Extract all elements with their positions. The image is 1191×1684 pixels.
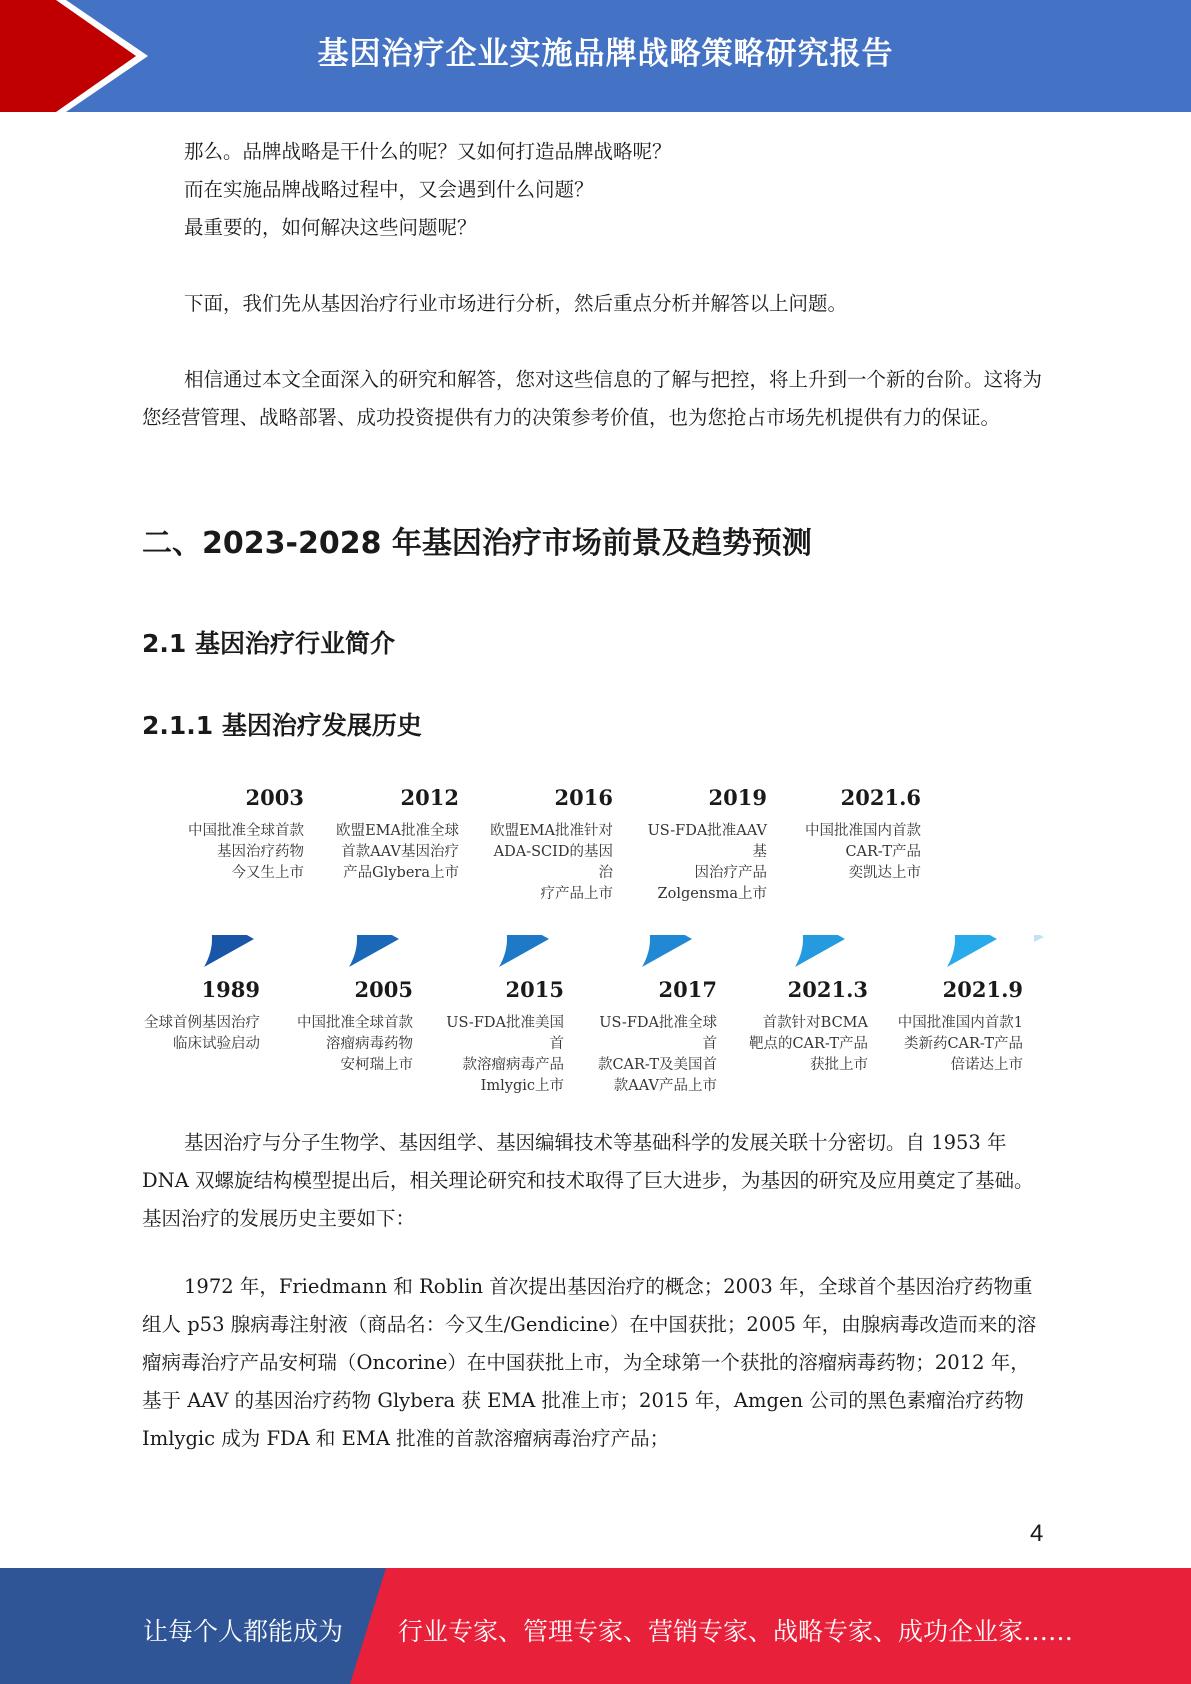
- timeline-desc-line: 疗产品上市: [540, 886, 613, 902]
- timeline-desc-line: 临床试验启动: [173, 1036, 260, 1052]
- timeline-desc-line: US-FDA批准AAV基: [647, 823, 767, 860]
- timeline-desc-line: 中国批准国内首款1: [897, 1015, 1023, 1031]
- body-paragraph: 基因治疗与分子生物学、基因组学、基因编辑技术等基础科学的发展关联十分密切。自 1953 年 DNA 双螺旋结构模型提出后，相关理论研究和技术取得了巨大进步，为基因的研究及应用奠定了基础。基因治疗的发展历史主要如下：: [142, 1131, 1034, 1230]
- timeline-desc-line: 今又生上市: [231, 865, 304, 881]
- intro-question-1: 那么。品牌战略是干什么的呢？又如何打造品牌战略呢？: [184, 140, 672, 163]
- timeline-desc-line: CAR-T产品: [845, 844, 921, 860]
- document-title: 基因治疗企业实施品牌战略策略研究报告: [317, 36, 894, 72]
- timeline-desc-line: 中国批准国内首款: [805, 823, 921, 839]
- intro-question-2: 而在实施品牌战略过程中，又会遇到什么问题？: [184, 178, 594, 201]
- timeline-year: 2003: [245, 785, 304, 810]
- timeline-year: 2019: [708, 785, 767, 810]
- timeline-desc-line: 基因治疗药物: [217, 844, 304, 860]
- chevron-arrow-icon: [349, 935, 399, 967]
- timeline-event: [130, 977, 260, 1055]
- timeline-desc-line: 溶瘤病毒药物: [326, 1036, 413, 1052]
- chevron-arrow-icon: [947, 935, 997, 967]
- timeline-event: [893, 977, 1023, 1076]
- timeline-desc-line: 款AAV产品上市: [613, 1078, 717, 1094]
- timeline-event: [434, 977, 564, 1097]
- timeline-desc-line: 奕凯达上市: [848, 865, 921, 881]
- timeline-year: 2021.6: [840, 785, 921, 810]
- timeline-desc-line: 款CAR-T及美国首: [597, 1057, 717, 1073]
- timeline-desc-line: Zolgensma上市: [657, 886, 767, 902]
- timeline-desc-line: 因治疗产品: [694, 865, 767, 881]
- timeline-desc-line: 产品Glybera上市: [343, 865, 459, 881]
- section-heading: 二、2023-2028 年基因治疗市场前景及趋势预测: [142, 526, 812, 561]
- subsubsection-heading: 2.1.1 基因治疗发展历史: [142, 711, 422, 740]
- timeline-desc-line: US-FDA批准全球首: [599, 1015, 717, 1052]
- timeline-year: 2021.9: [942, 977, 1023, 1002]
- timeline-year: 2015: [505, 977, 564, 1002]
- timeline-desc-line: 欧盟EMA批准针对: [490, 823, 613, 839]
- timeline-year: 1989: [201, 977, 260, 1002]
- footer-slogan-right: 行业专家、管理专家、营销专家、战略专家、成功企业家……: [398, 1617, 1074, 1646]
- timeline-desc-line: 安柯瑞上市: [340, 1057, 413, 1073]
- timeline-desc-line: 首款针对BCMA: [762, 1015, 868, 1031]
- chevron-arrow-icon: [642, 935, 692, 967]
- chevron-arrow-icon: [204, 935, 254, 967]
- timeline-event: [738, 977, 868, 1076]
- timeline-year: 2016: [554, 785, 613, 810]
- timeline-desc-line: 中国批准全球首款: [188, 823, 304, 839]
- timeline-event: [283, 977, 413, 1076]
- body-paragraph: 1972 年，Friedmann 和 Roblin 首次提出基因治疗的概念；2003 年，全球首个基因治疗药物重组人 p53 腺病毒注射液（商品名：今又生/Gendicine）在中国获批；2005 年，由腺病毒改造而来的溶瘤病毒治疗产品安柯瑞（Oncorine）在中国获批上市，为全球第一个获批的溶瘤病毒药物；2012 年，基于 AAV 的基因治疗药物 Glybera 获 EMA 批准上市；2015 年，Amgen 公司的黑色素瘤治疗药物 Imlygic 成为 FDA 和 EMA 批准的首款溶瘤病毒治疗产品；: [142, 1275, 1037, 1450]
- timeline-event: [174, 785, 304, 884]
- timeline-desc-line: 中国批准全球首款: [297, 1015, 413, 1031]
- timeline-year: 2005: [354, 977, 413, 1002]
- timeline-desc-line: 款溶瘤病毒产品: [462, 1057, 564, 1073]
- timeline-desc-line: 倍诺达上市: [950, 1057, 1023, 1073]
- timeline-year: 2017: [658, 977, 717, 1002]
- timeline-event: [637, 785, 767, 905]
- timeline-desc-line: 类新药CAR-T产品: [903, 1036, 1023, 1052]
- chevron-arrow-icon: [795, 935, 845, 967]
- timeline-year: 2021.3: [787, 977, 868, 1002]
- timeline-event: [329, 785, 459, 884]
- intro-question-3: 最重要的，如何解决这些问题呢？: [184, 216, 477, 239]
- timeline-desc-line: 欧盟EMA批准全球: [336, 823, 459, 839]
- page-number: 4: [1030, 1520, 1044, 1547]
- timeline-desc-line: 首款AAV基因治疗: [341, 844, 459, 860]
- timeline-event: [791, 785, 921, 884]
- timeline-year: 2012: [400, 785, 459, 810]
- timeline-desc-line: 获批上市: [810, 1057, 868, 1073]
- chevron-arrow-icon: [499, 935, 549, 967]
- subsection-heading: 2.1 基因治疗行业简介: [142, 629, 395, 658]
- page-footer: [0, 1568, 1191, 1684]
- timeline-desc-line: Imlygic上市: [480, 1078, 564, 1094]
- timeline-desc-line: US-FDA批准美国首: [446, 1015, 564, 1052]
- timeline-event: [483, 785, 613, 905]
- intro-paragraph: 相信通过本文全面深入的研究和解答，您对这些信息的了解与把控，将上升到一个新的台阶。这将为您经营管理、战略部署、成功投资提供有力的决策参考价值，也为您抢占市场先机提供有力的保证。: [142, 368, 1043, 429]
- footer-slogan-left: 让每个人都能成为: [143, 1617, 344, 1646]
- page-header: [0, 0, 1191, 112]
- intro-paragraph: 下面，我们先从基因治疗行业市场进行分析，然后重点分析并解答以上问题。: [184, 292, 848, 315]
- timeline-desc-line: 靶点的CAR-T产品: [748, 1036, 868, 1052]
- timeline-desc-line: ADA-SCID的基因治: [493, 844, 613, 881]
- timeline-desc-line: 全球首例基因治疗: [144, 1015, 260, 1031]
- timeline-event: [587, 977, 717, 1097]
